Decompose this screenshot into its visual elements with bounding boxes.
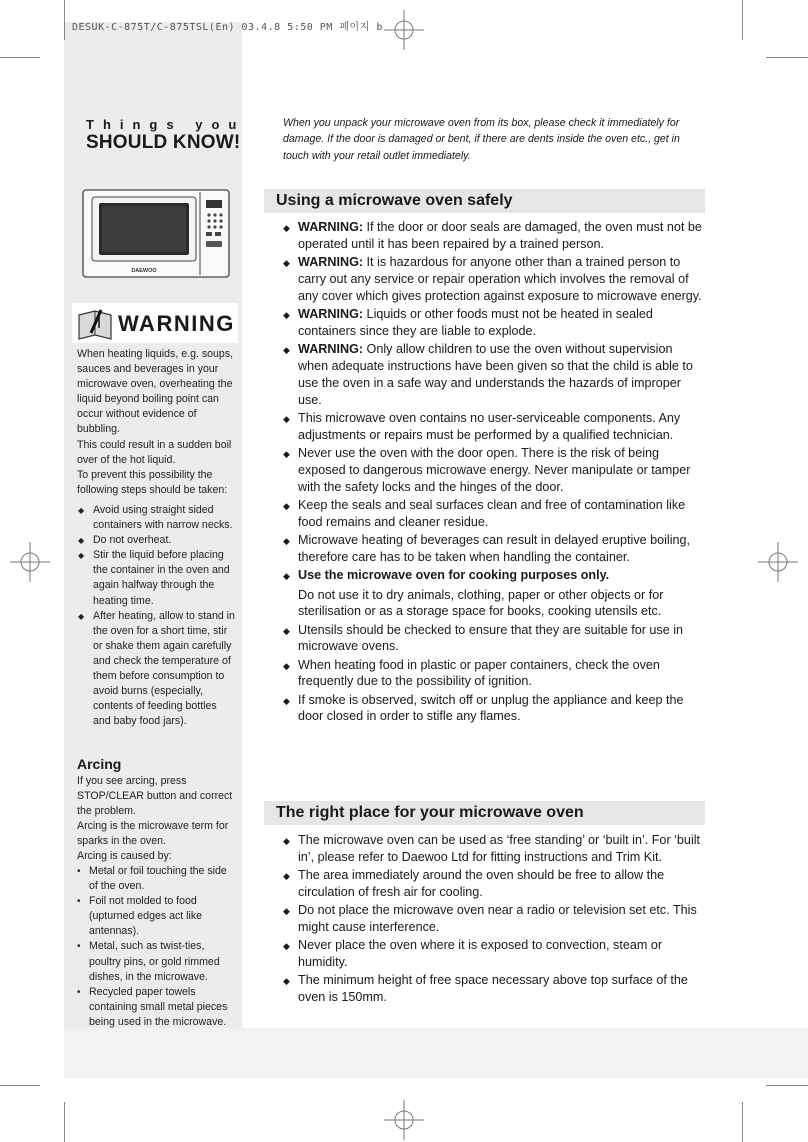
item-text: When heating food in plastic or paper containers, check the oven frequently due to the possibility of ignition.: [298, 657, 660, 689]
registration-mark-left: [10, 542, 50, 582]
list-item: [282, 306, 706, 340]
item-lead: WARNING:: [298, 306, 364, 321]
item-text: This microwave oven contains no user-serviceable components. Any adjustments or repairs must be performed by a qualified technician.: [298, 410, 681, 442]
list-item: [282, 219, 706, 253]
registration-mark-bottom: [384, 1100, 424, 1140]
print-slug: DESUK-C-875T/C-875TSL(En) 03.4.8 5:50 PM 페이지 b: [72, 22, 383, 33]
crop-mark: [742, 1102, 743, 1142]
item-text: Keep the seals and seal surfaces clean and free of contamination like food remains and cleaner residue.: [298, 497, 686, 529]
list-item: [282, 532, 706, 566]
arcing-causes-list: [77, 864, 235, 1030]
item-text: Do not use it to dry animals, clothing, paper or other objects or for sterilisation or as a storage space for books, cooking utensils etc.: [298, 587, 664, 619]
warning-paragraph: When heating liquids, e.g. soups, sauces and beverages in your microwave oven, overheating the liquid beyond boiling point can occur without evidence of bubbling.: [77, 348, 234, 436]
placement-list: [282, 832, 706, 1007]
footer-band: [64, 1028, 808, 1078]
list-item: ◆ After heating, allow to stand in the oven for a short time, stir or shake them again carefully and check the temperature of them before consumption to avoid burns (especially, contents of feeding bottles and baby food jars).: [77, 609, 235, 730]
safety-list: [282, 219, 706, 727]
list-item: [282, 410, 706, 444]
list-item: ◆ Avoid using straight sided containers with narrow necks.: [77, 503, 235, 533]
crop-mark: [766, 57, 808, 58]
list-item: ◆ Do not place the microwave oven near a radio or television set etc. This might cause interference.: [282, 902, 706, 936]
warning-book-icon: [76, 306, 114, 342]
list-item: ◆ Never place the oven where it is exposed to convection, steam or humidity.: [282, 937, 706, 971]
item-text: Microwave heating of beverages can result in delayed eruptive boiling, therefore care has to be taken when handling the container.: [298, 532, 691, 564]
arcing-paragraph: Arcing is caused by:: [77, 850, 172, 863]
list-item: • Metal, such as twist-ties, poultry pins, or gold rimmed dishes, in the microwave.: [77, 939, 235, 984]
list-item: ◆ The microwave oven can be used as ‘free standing’ or ‘built in’. For ‘built in’, please refer to Daewoo Ltd for fitting instructions and Trim Kit.: [282, 832, 706, 866]
item-text: If the door or door seals are damaged, the oven must not be operated until it has been repaired by a trained person.: [298, 220, 702, 251]
crop-mark: [64, 1102, 65, 1142]
item-text: Only allow children to use the oven without supervision when adequate instructions have been given so that the child is able to use the oven in a safe way and understands the hazards of improper use.: [298, 341, 693, 407]
things-you-heading: Things you: [86, 117, 246, 132]
section-heading-safety: Using a microwave oven safely: [264, 189, 705, 213]
list-item: [282, 341, 706, 409]
list-item: [282, 622, 706, 656]
list-item: ◆ Stir the liquid before placing the container in the oven and again halfway through the heating time.: [77, 548, 235, 608]
item-lead: WARNING:: [298, 341, 364, 356]
list-item: [282, 497, 706, 531]
item-lead: WARNING:: [298, 255, 364, 269]
arcing-paragraph: Arcing is the microwave term for sparks in the oven.: [77, 820, 229, 848]
item-text: Liquids or other foods must not be heated in sealed containers since they are liable to explode.: [298, 306, 653, 338]
should-know-heading: SHOULD KNOW!: [86, 132, 241, 153]
list-item: • Metal or foil touching the side of the oven.: [77, 864, 235, 894]
crop-mark: [742, 0, 743, 40]
crop-mark: [0, 1085, 40, 1086]
crop-mark: [64, 0, 65, 40]
arcing-heading: Arcing: [77, 756, 122, 772]
warning-title: WARNING: [118, 311, 235, 336]
microwave-oven-illustration: [82, 189, 230, 279]
list-item: • Foil not molded to food (upturned edges act like antennas).: [77, 894, 235, 939]
item-text: Utensils should be checked to ensure that they are suitable for use in microwave ovens.: [298, 622, 684, 654]
section-heading-placement: The right place for your microwave oven: [264, 801, 705, 825]
crop-mark: [766, 1085, 808, 1086]
list-item: [282, 254, 706, 305]
warning-paragraph: To prevent this possibility the following steps should be taken:: [77, 468, 228, 496]
registration-mark-top: [384, 10, 424, 50]
warning-paragraph: This could result in a sudden boil over of the hot liquid.: [77, 438, 232, 466]
item-text: Never use the oven with the door open. There is the risk of being exposed to dangerous microwave energy. Never manipulate or tamper with the safety locks and the hinges of the door.: [298, 445, 691, 494]
oven-brand-text: DAEWOO: [131, 268, 157, 274]
list-item: [282, 567, 706, 621]
item-lead: WARNING:: [298, 220, 364, 234]
warning-text: [77, 347, 235, 498]
list-item: [282, 445, 706, 496]
list-item: ◆ The area immediately around the oven should be free to allow the circulation of fresh air for cooling.: [282, 867, 706, 901]
warning-steps-list: [77, 503, 235, 729]
arcing-text: [77, 774, 235, 865]
arcing-paragraph: If you see arcing, press STOP/CLEAR button and correct the problem.: [77, 775, 233, 818]
list-item: • Recycled paper towels containing small metal pieces being used in the microwave.: [77, 985, 235, 1030]
crop-mark: [0, 57, 40, 58]
item-lead: ◆ Use the microwave oven for cooking purposes only.: [298, 567, 610, 582]
list-item: ◆ The minimum height of free space necessary above top surface of the oven is 150mm.: [282, 972, 706, 1006]
list-item: [282, 692, 706, 726]
list-item: ◆ Do not overheat.: [77, 533, 235, 548]
registration-mark-right: [758, 542, 798, 582]
item-text: It is hazardous for anyone other than a trained person to carry out any service or repair operation which involves the removal of any cover which gives protection against exposure to microwave energy.: [298, 255, 702, 303]
unpack-intro: When you unpack your microwave oven from its box, please check it immediately for damage. If the door is damaged or bent, if there are dents inside the oven etc., get in touch with your retail outlet immediately.: [283, 117, 680, 162]
item-text: If smoke is observed, switch off or unplug the appliance and keep the door closed in order to stifle any flames.: [298, 692, 684, 724]
list-item: [282, 657, 706, 691]
